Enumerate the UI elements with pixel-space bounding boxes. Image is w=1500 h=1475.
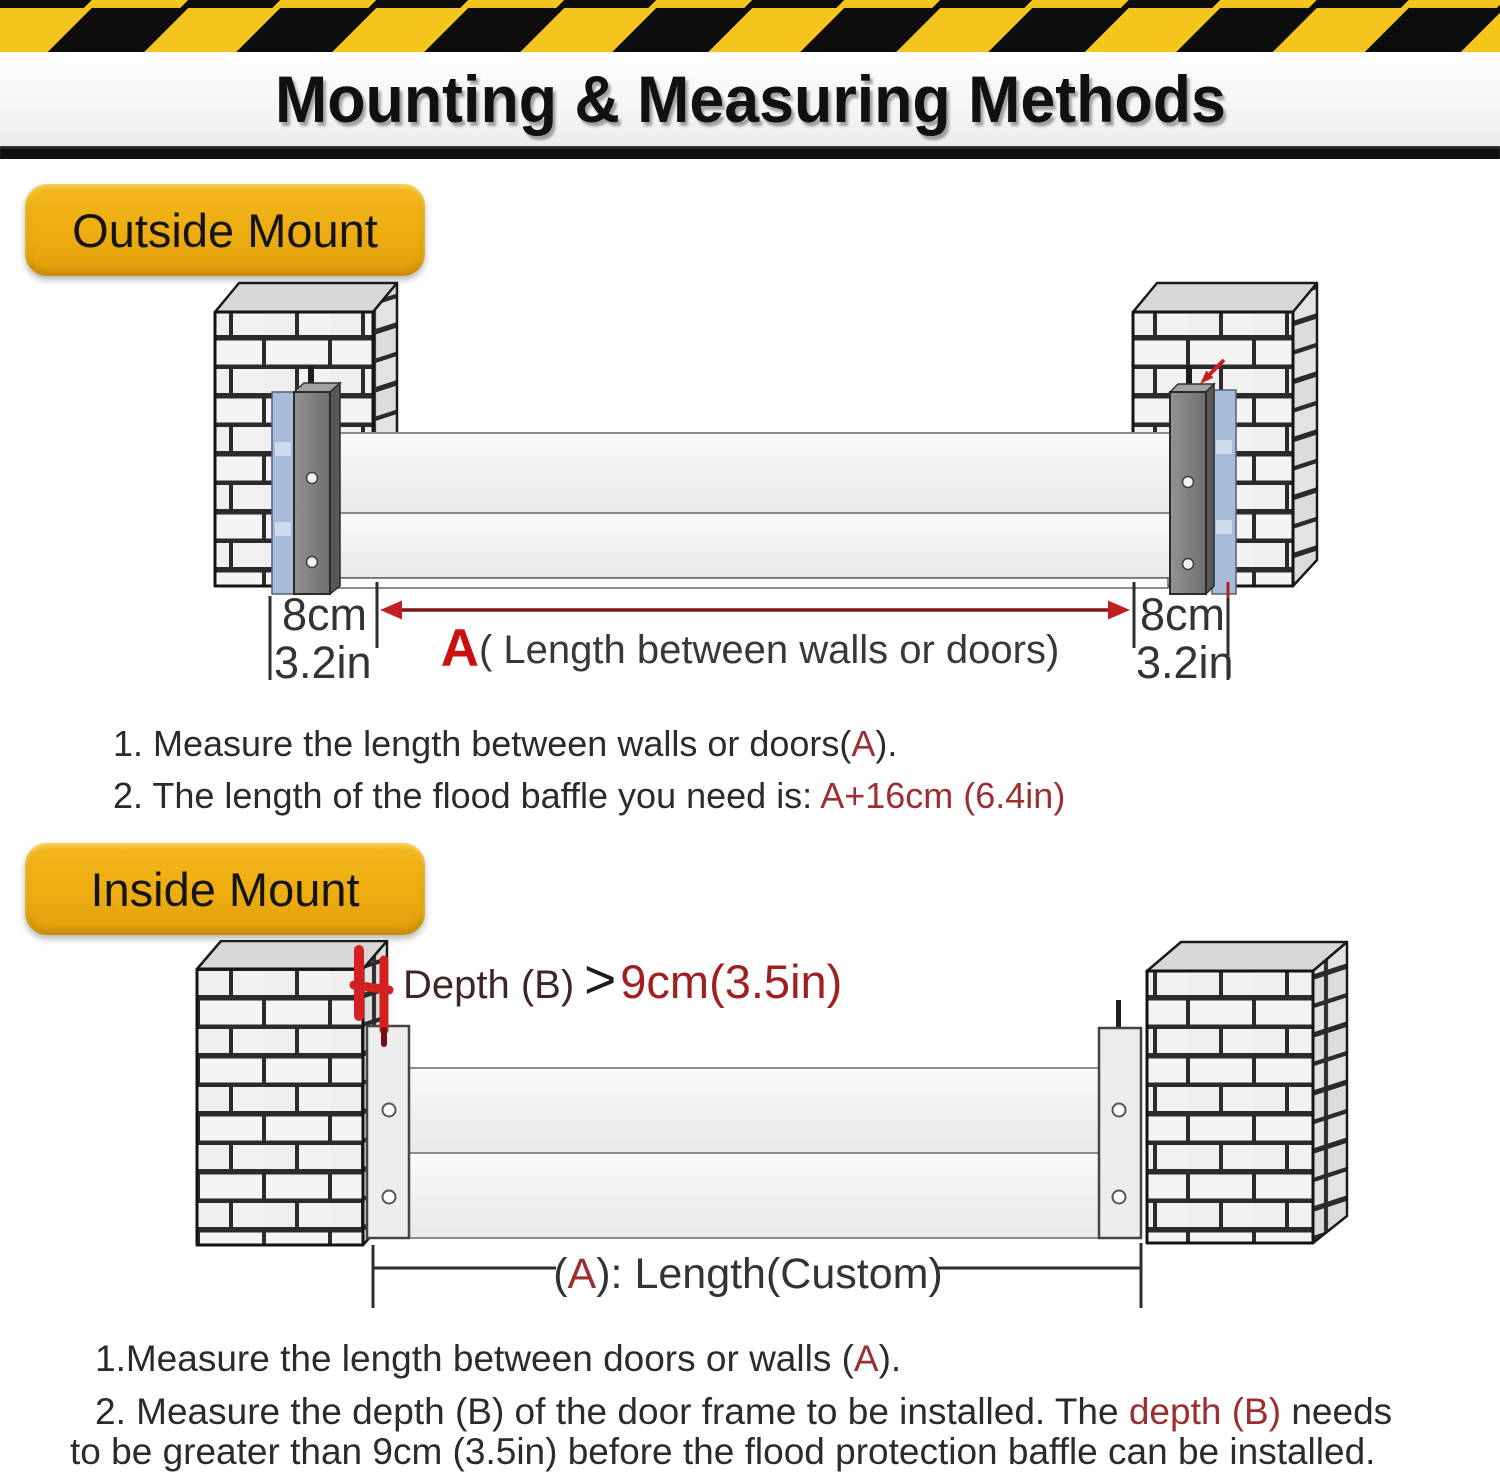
depth-value: 9cm(3.5in) [620, 955, 843, 1008]
flood-baffle-panels [332, 433, 1172, 588]
length-measure-arrow [380, 601, 1130, 620]
outside-step-1 [113, 722, 897, 765]
inside-step1-a: A [853, 1338, 879, 1379]
caution-tape-band [0, 8, 1500, 52]
title-band [0, 52, 1500, 146]
page-title: Mounting & Measuring Methods [274, 62, 1226, 136]
right-offset-in-label: 3.2in [1136, 637, 1234, 688]
custom-length-text: ): Length(Custom) [596, 1250, 943, 1298]
custom-length-label [548, 1251, 948, 1298]
left-offset-cm-label: 8cm [282, 589, 368, 640]
left-inside-bracket [367, 998, 409, 1238]
header-divider-bar [0, 146, 1500, 159]
outside-step1-text: 1. Measure the length between walls or doors( [113, 723, 852, 764]
depth-label: Depth (B) [403, 963, 575, 1007]
inside-mount-badge [25, 843, 425, 935]
inside-step1-end: ). [878, 1338, 902, 1379]
caution-tape-strip-top [0, 0, 1500, 8]
inside-mount-badge-label: Inside Mount [90, 862, 360, 916]
right-mounting-bracket [1170, 360, 1236, 594]
outside-step1-a: A [851, 723, 876, 764]
inside-step2-depth: depth (B) [1128, 1391, 1282, 1432]
greater-than-symbol: > [584, 948, 617, 1010]
inside-step2-end: needs [1281, 1391, 1393, 1432]
custom-length-open: ( [553, 1250, 568, 1298]
outside-mount-badge [25, 184, 425, 276]
right-inside-bracket [1099, 1000, 1141, 1238]
length-a-description: ( Length between walls or doors) [478, 628, 1060, 672]
inside-step1-text: 1.Measure the length between doors or walls ( [95, 1338, 854, 1379]
outside-step-2 [113, 774, 1065, 817]
custom-length-a: A [567, 1250, 597, 1298]
left-offset-in-label: 3.2in [274, 637, 372, 688]
inside-step2-text: 2. Measure the depth (B) of the door frame to be installed. The [95, 1391, 1129, 1432]
right-brick-pillar [1147, 942, 1347, 1243]
outside-step1-end: ). [875, 723, 898, 764]
length-between-walls-label [390, 620, 1110, 678]
flood-baffle-panels [409, 1068, 1101, 1238]
outside-step2-formula: A+16cm (6.4in) [820, 775, 1066, 816]
outside-mount-badge-label: Outside Mount [72, 203, 378, 257]
length-a-symbol: A [440, 619, 479, 678]
left-mounting-bracket [272, 366, 340, 594]
inside-step-2 [95, 1390, 1392, 1434]
depth-annotation [403, 947, 842, 1011]
inside-step-2-line2: to be greater than 9cm (3.5in) before the flood protection baffle can be installed. [70, 1431, 1376, 1472]
right-offset-cm-label: 8cm [1140, 589, 1226, 640]
outside-step2-text: 2. The length of the flood baffle you need is: [113, 775, 821, 816]
inside-step-1 [95, 1337, 901, 1381]
